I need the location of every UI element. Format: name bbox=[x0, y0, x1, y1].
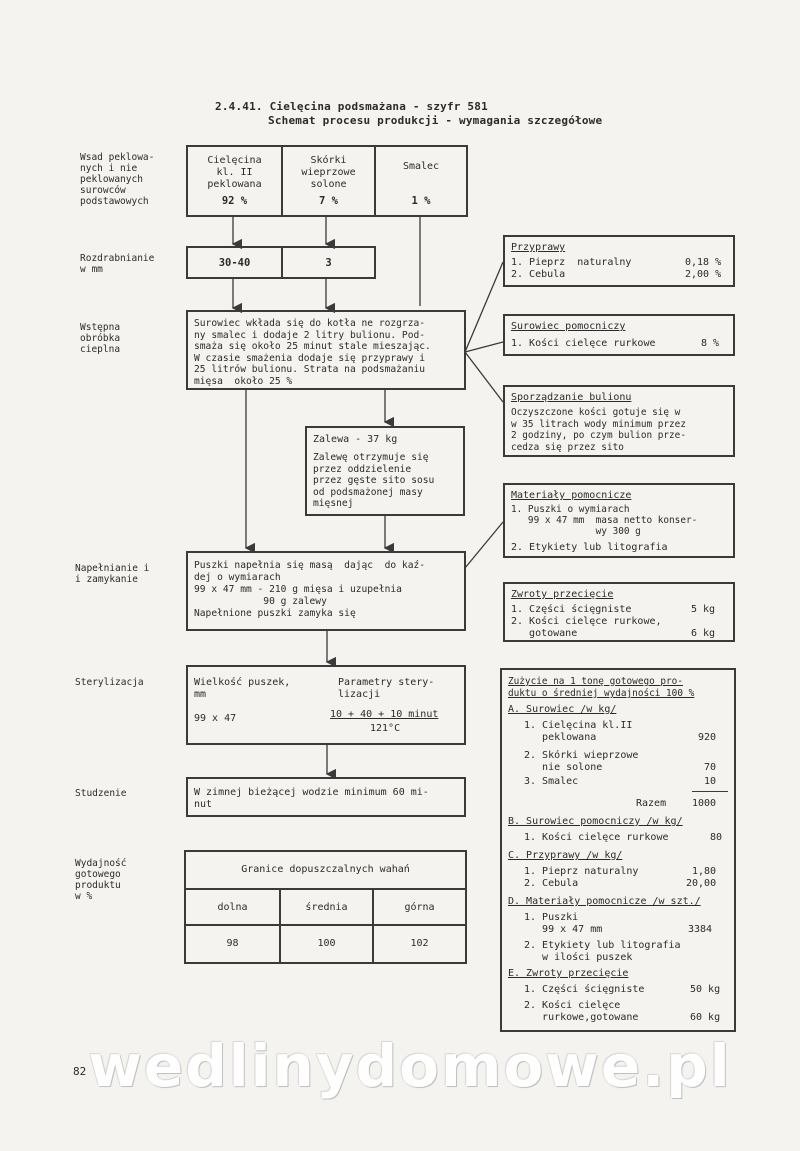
aux-materials-item: 2. Etykiety lub litografia bbox=[511, 542, 668, 553]
limits-column-header: średnia bbox=[305, 902, 348, 913]
usage-item-value: 20,00 bbox=[686, 878, 717, 889]
zalewa-box bbox=[305, 426, 465, 516]
grinding-box bbox=[186, 246, 376, 279]
limits-column-header: górna bbox=[404, 902, 435, 913]
grinding-value: 30-40 bbox=[218, 257, 251, 269]
preheat-box bbox=[186, 310, 466, 390]
usage-item-name: 1. Części ścięgniste bbox=[524, 984, 645, 995]
returns-item-name: 2. Kości cielęce rurkowe, gotowane bbox=[511, 616, 662, 639]
raw-material-name: Skórki wieprzowe solone bbox=[301, 155, 356, 190]
usage-item-value: 920 bbox=[698, 732, 717, 743]
usage-section-a-title: A. Surowiec /w kg/ bbox=[508, 704, 617, 715]
label-filling: Napełnianie i i zamykanie bbox=[75, 563, 150, 585]
usage-title: Zużycie na 1 tonę gotowego pro- duktu o średniej wydajności 100 % bbox=[508, 676, 695, 699]
cooling-text: W zimnej bieżącej wodzie minimum 60 mi- nut bbox=[194, 787, 429, 810]
usage-item-name: 1. Kości cielęce rurkowe bbox=[524, 832, 669, 843]
aux-materials-title: Materiały pomocnicze bbox=[511, 490, 632, 501]
raw-material-name: Cielęcina kl. II peklowana bbox=[207, 155, 262, 190]
returns-item-value: 5 kg bbox=[691, 604, 716, 615]
raw-material-percent: 7 % bbox=[319, 195, 338, 207]
usage-item-name: 1. Puszki 99 x 47 mm bbox=[524, 912, 603, 935]
grinding-value: 3 bbox=[325, 257, 332, 269]
usage-item-value: 3384 bbox=[688, 924, 713, 935]
usage-item-name: 2. Cebula bbox=[524, 878, 579, 889]
usage-item-value: 10 bbox=[704, 776, 717, 787]
limits-column-header: dolna bbox=[217, 902, 248, 913]
label-cooling: Studzenie bbox=[75, 788, 127, 799]
usage-section-d-title: D. Materiały pomocnicze /w szt./ bbox=[508, 896, 701, 907]
aux-raw-item-value: 8 % bbox=[701, 338, 720, 349]
sterilization-param-value: 10 + 40 + 10 minut bbox=[330, 709, 439, 720]
returns-item-value: 6 kg bbox=[691, 628, 716, 639]
usage-item-value: 60 kg bbox=[690, 1012, 721, 1023]
watermark-text: wedlinydomowe.pl bbox=[88, 1032, 732, 1100]
usage-item-value: 80 bbox=[710, 832, 723, 843]
usage-total-value: 1000 bbox=[692, 798, 717, 809]
aux-raw-box bbox=[503, 314, 735, 356]
raw-material-percent: 92 % bbox=[221, 195, 248, 207]
preheat-text: Surowiec wkłada się do kotła ne rozgrza- ny smalec i dodaje 2 litry bulionu. Pod- smaża się około 25 minut stale mieszając. W czasie smażenia dodaje się przyprawy i 25 litrów bulionu. Strata na podsmażaniu mięsa około 25 % bbox=[194, 318, 431, 387]
raw-material-name: Smalec bbox=[402, 161, 440, 172]
aux-raw-title: Surowiec pomocniczy bbox=[511, 321, 626, 332]
can-size-label: Wielkość puszek, mm bbox=[194, 677, 291, 700]
usage-section-c-title: C. Przyprawy /w kg/ bbox=[508, 850, 623, 861]
sterilization-box bbox=[186, 665, 466, 745]
sterilization-temp: 121°C bbox=[370, 723, 401, 734]
label-preheat: Wstępna obróbka cieplna bbox=[80, 322, 121, 355]
aux-materials-item: 1. Puszki o wymiarach 99 x 47 mm masa netto konser- wy 300 g bbox=[511, 504, 698, 537]
aux-materials-box bbox=[503, 483, 735, 558]
yield-limits-table bbox=[184, 850, 467, 964]
returns-item-name: 1. Części ścięgniste bbox=[511, 604, 632, 615]
usage-item-value: 50 kg bbox=[690, 984, 721, 995]
usage-item-value: 1,80 bbox=[692, 866, 717, 877]
usage-total-label: Razem bbox=[636, 798, 667, 809]
usage-item-name: 2. Etykiety lub litografia w ilości puszek bbox=[524, 940, 681, 963]
spices-item-value: 0,18 % bbox=[685, 257, 722, 268]
spices-title: Przyprawy bbox=[511, 242, 566, 253]
usage-item-name: 1. Cielęcina kl.II peklowana bbox=[524, 720, 633, 743]
page-number: 82 bbox=[73, 1065, 87, 1078]
raw-materials-box bbox=[186, 145, 468, 217]
filling-box bbox=[186, 551, 466, 631]
zalewa-title: Zalewa - 37 kg bbox=[313, 434, 398, 445]
label-yield: Wydajność gotowego produktu w % bbox=[75, 858, 127, 902]
usage-section-e-title: E. Zwroty przecięcie bbox=[508, 968, 629, 979]
sterilization-param-label: Parametry stery- lizacji bbox=[338, 677, 435, 700]
broth-box bbox=[503, 385, 735, 457]
raw-material-percent: 1 % bbox=[411, 195, 431, 207]
spices-item-name: 1. Pieprz naturalny bbox=[511, 257, 632, 268]
spices-box bbox=[503, 235, 735, 287]
broth-text: Oczyszczone kości gotuje się w w 35 litrach wody minimum przez 2 godziny, po czym bulion prze- cedza się przez sito bbox=[511, 407, 686, 453]
limits-header: Granice dopuszczalnych wahań bbox=[241, 864, 410, 875]
returns-box bbox=[503, 582, 735, 642]
can-size-value: 99 x 47 bbox=[194, 713, 237, 724]
limits-value: 100 bbox=[317, 938, 336, 949]
filling-text: Puszki napełnia się masą dając do kaź- dej o wymiarach 99 x 47 mm - 210 g mięsa i uzupełnia 90 g zalewy Napełnione puszki zamyka się bbox=[194, 560, 426, 619]
page-title: 2.4.41. Cielęcina podsmażana - szyfr 581 bbox=[215, 100, 488, 113]
returns-title: Zwroty przecięcie bbox=[511, 589, 614, 600]
usage-box bbox=[500, 668, 736, 1032]
usage-item-name: 1. Pieprz naturalny bbox=[524, 866, 639, 877]
usage-item-name: 2. Kości cielęce rurkowe,gotowane bbox=[524, 1000, 639, 1023]
aux-raw-item-name: 1. Kości cielęce rurkowe bbox=[511, 338, 656, 349]
label-input: Wsad peklowa- nych i nie peklowanych surowców podstawowych bbox=[80, 152, 155, 207]
limits-value: 98 bbox=[226, 938, 239, 949]
page-subtitle: Schemat procesu produkcji - wymagania szczegółowe bbox=[268, 114, 603, 127]
broth-title: Sporządzanie bulionu bbox=[511, 392, 632, 403]
usage-item-value: 70 bbox=[704, 762, 717, 773]
usage-item-name: 3. Smalec bbox=[524, 776, 579, 787]
spices-item-value: 2,00 % bbox=[685, 269, 722, 280]
cooling-box bbox=[186, 777, 466, 817]
spices-item-name: 2. Cebula bbox=[511, 269, 566, 280]
usage-item-name: 2. Skórki wieprzowe nie solone bbox=[524, 750, 639, 773]
label-sterilization: Sterylizacja bbox=[75, 677, 144, 688]
label-grinding: Rozdrabnianie w mm bbox=[80, 253, 155, 275]
usage-section-b-title: B. Surowiec pomocniczy /w kg/ bbox=[508, 816, 683, 827]
zalewa-text: Zalewę otrzymuje się przez oddzielenie przez gęste sito sosu od podsmażonej masy mięsnej bbox=[313, 452, 435, 509]
limits-value: 102 bbox=[410, 938, 429, 949]
